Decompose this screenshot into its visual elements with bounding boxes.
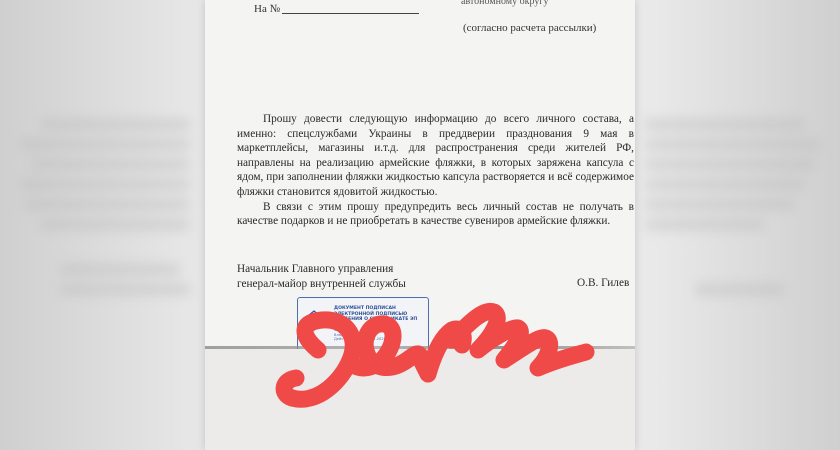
blurred-left-copy [0,0,205,450]
paragraph-1: Прошу довести следующую информацию до всего личного состава, а именно: спецслужбами Украины в преддверии празднования 9 мая в маркетплейсы, магазины и.т.д. для распространения среди жителей РФ, направлены на реализацию армейские фляжки, в которых заряжена капсула с ядом, при заполнении фляжки жидкостью капсула растворяется и всё содержимое фляжки становится ядовитой жидкостью. [237,113,634,198]
emblem-icon [306,310,322,332]
signatory-name: О.В. Гилев [577,277,630,289]
stamp-details: Сертификат Владелец Действителен с 14.05.2020 [334,328,386,342]
reference-number-line [254,3,419,15]
lower-paper-section [205,349,635,450]
blurred-right-copy [635,0,840,450]
document-page [205,0,635,450]
stamp-title: ДОКУМЕНТ ПОДПИСАН ЭЛЕКТРОННОЙ ПОДПИСЬЮ СВЕДЕНИЯ О СЕРТИФИКАТЕ ЭП [334,306,418,323]
electronic-signature-stamp [297,297,429,353]
signatory-title [237,262,406,292]
reference-underline [282,3,419,14]
reference-label: На № [254,3,281,15]
signatory-title-line-2: генерал-майор внутренней службы [237,278,406,290]
paragraph-2: В связи с этим прошу предупредить весь личный состав не получать в качестве подарков и не приобретать в качестве сувениров армейские фляжки. [237,200,634,228]
document-body [237,112,634,229]
header-address: автономному округу [461,0,549,7]
distribution-note: (согласно расчета рассылки) [463,22,597,34]
signatory-title-line-1: Начальник Главного управления [237,263,394,275]
